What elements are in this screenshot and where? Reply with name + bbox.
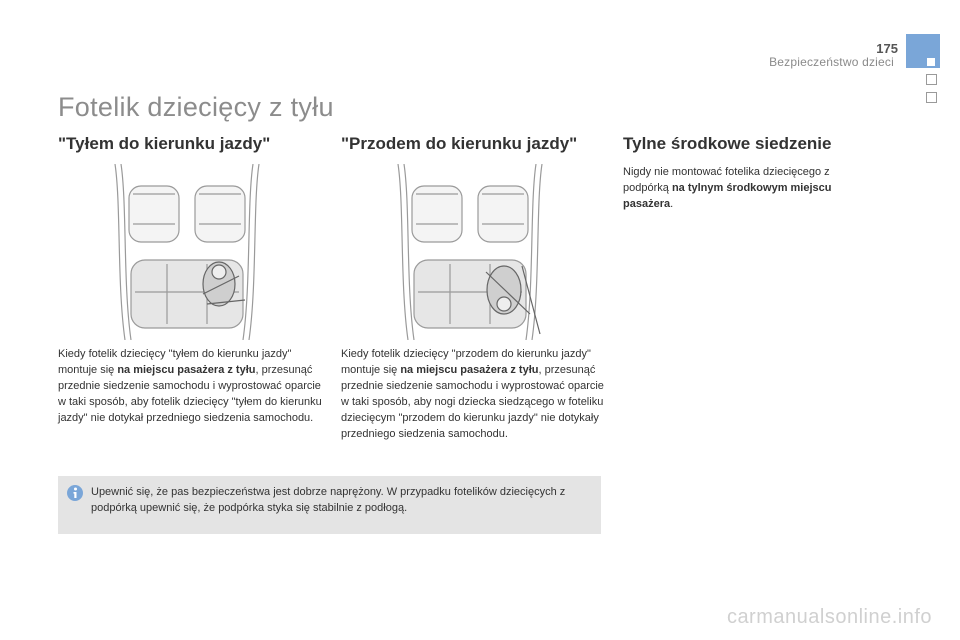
chapter-title: Bezpieczeństwo dzieci <box>769 55 894 69</box>
forward-facing-heading: "Przodem do kierunku jazdy" <box>341 134 578 153</box>
rear-facing-seat-illustration <box>107 164 267 340</box>
page-number: 175 <box>876 41 898 56</box>
watermark: carmanualsonline.info <box>726 606 932 628</box>
info-icon <box>66 484 84 502</box>
rear-middle-seat-text: Nigdy nie montować fotelika dziecięcego z podpórką na tylnym środkowym miejscu pasażera. <box>623 166 832 210</box>
rear-middle-seat-heading: Tylne środkowe siedzenie <box>623 134 832 153</box>
page-title: Fotelik dziecięcy z tyłu <box>58 92 334 122</box>
tab-square-2 <box>926 92 937 103</box>
tab-indicator <box>927 58 935 66</box>
forward-facing-text: Kiedy fotelik dziecięcy "przodem do kierunku jazdy" montuje się na miejscu pasażera z tyłu, przesunąć przednie siedzenie samochodu i wyprostować oparcie w taki sposób, aby nogi dziecka siedzącego w foteliku dziecięcym "przodem do kierunku jazdy" nie dotykały przedniego siedzenia samochodu. <box>341 348 604 440</box>
rear-facing-text: Kiedy fotelik dziecięcy "tyłem do kierunku jazdy" montuje się na miejscu pasażera z tyłu, przesunąć przednie siedzenie samochodu i wyprostować oparcie w taki sposób, aby fotelik dziecięcy "tyłem do kierunku jazdy" nie dotykał przedniego siedzenia samochodu. <box>58 348 322 424</box>
rear-facing-heading: "Tyłem do kierunku jazdy" <box>58 134 271 153</box>
safety-note <box>58 476 601 534</box>
safety-note-text: Upewnić się, że pas bezpieczeństwa jest dobrze naprężony. W przypadku fotelików dziecięcych z podpórką upewnić się, że podpórka styka się stabilnie z podłogą. <box>91 486 566 514</box>
forward-facing-seat-illustration <box>390 164 550 340</box>
tab-square-1 <box>926 74 937 85</box>
